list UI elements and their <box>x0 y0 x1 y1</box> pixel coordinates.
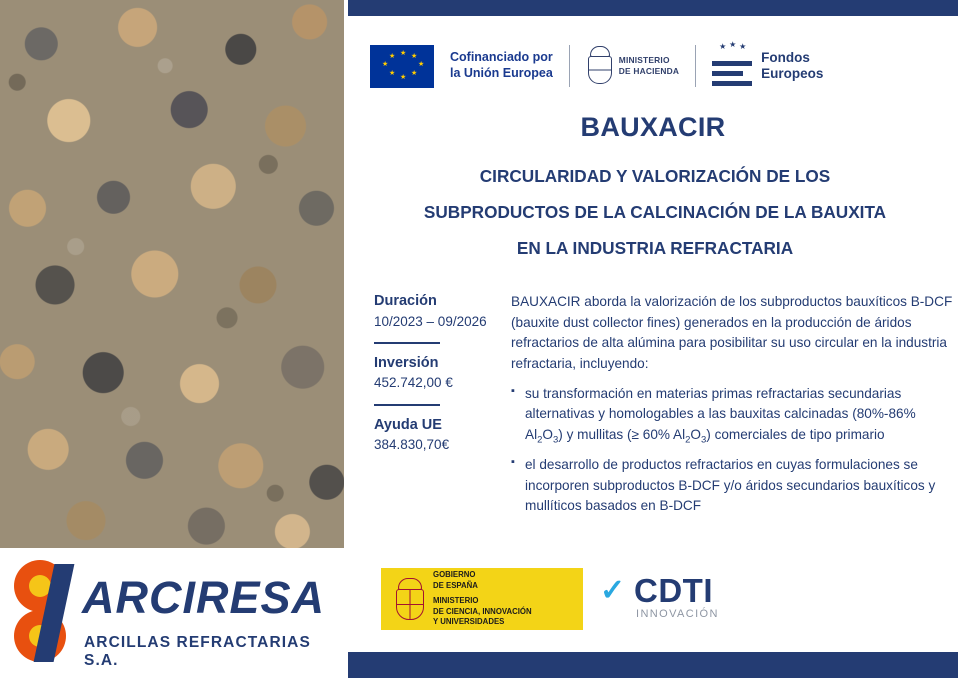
logo-divider-1 <box>569 45 570 87</box>
project-description <box>511 292 953 524</box>
description-intro: BAUXACIR aborda la valorización de los subproductos bauxíticos B-DCF (bauxite dust collector fines) generados en la producción de áridos refractarios de alta alúmina para posibilitar su uso circular en la industria refractaria, incluyendo: <box>511 294 953 371</box>
arciresa-name: ARCIRESA <box>82 572 326 623</box>
gobierno-line5: Y UNIVERSIDADES <box>433 617 505 627</box>
eu-funding-line2: la Unión Europea <box>450 66 553 80</box>
bullet1-part-d: O <box>690 426 701 442</box>
bullet1-part-e: ) comerciales de tipo primario <box>706 426 885 442</box>
fact-divider-2 <box>374 404 440 406</box>
fact-label-inversion: Inversión <box>374 354 439 371</box>
gobierno-ministerio-ciencia-logo <box>381 568 583 630</box>
fact-label-ayuda-ue: Ayuda UE <box>374 416 442 433</box>
bullet1-sub-2: 3 <box>552 434 559 446</box>
fondos-stars-icon: ★ ★ ★ <box>719 40 747 51</box>
project-facts <box>374 292 494 455</box>
fact-value-inversion: 452.742,00 € <box>374 375 453 391</box>
fondos-europeos-logo <box>712 42 823 90</box>
bullet1-sub-1: 2 <box>537 434 543 446</box>
bullet1-sub-3: 2 <box>685 434 691 446</box>
gobierno-label <box>433 570 532 628</box>
list-item: ▪ el desarrollo de productos refractarios en cuyas formulaciones se incorporen subproductos B-DCF y/o áridos secundarios bauxíticos y mullíticos basados en B-DCF <box>511 455 953 517</box>
bullet1-part-c: ) y mullitas (≥ 60% Al <box>558 426 686 442</box>
cdti-check-icon: ✓ <box>600 574 626 607</box>
bullet1-sub-4: 3 <box>700 434 707 446</box>
eu-funding-label <box>450 50 553 81</box>
cdti-name: CDTI <box>634 572 713 609</box>
cdti-logo <box>600 572 730 628</box>
arciresa-tagline: ARCILLAS REFRACTARIAS S.A. <box>84 634 311 669</box>
gravel-grain-overlay <box>0 0 344 548</box>
page-subtitle <box>358 158 952 266</box>
ministerio-line2: DE HACIENDA <box>618 66 680 76</box>
bullet1-part-a: su transformación en materias primas refractarias secundarias alternativas y homologables a las bauxitas calcinadas (80%-86% Al <box>525 385 916 442</box>
funding-logo-strip <box>370 38 940 94</box>
fact-label-duracion: Duración <box>374 293 437 309</box>
fact-value-duracion: 10/2023 – 09/2026 <box>374 313 487 329</box>
eu-funding-line1: Cofinanciado por <box>450 50 553 65</box>
spain-crest-icon <box>586 46 612 86</box>
ministerio-line1: MINISTERIO <box>618 55 670 66</box>
page-title: BAUXACIR <box>580 112 726 142</box>
subtitle-line-2: SUBPRODUCTOS DE LA CALCINACIÓN DE LA BAUXITA <box>423 202 887 223</box>
fondos-line1: Fondos <box>761 49 810 65</box>
subtitle-line-1: CIRCULARIDAD Y VALORIZACIÓN DE LOS <box>479 166 831 186</box>
fact-divider-1 <box>374 342 440 344</box>
bullet1-part-b: O <box>542 426 553 442</box>
eu-flag-icon: ★ ★ ★ ★ ★ ★ ★ ★ <box>370 45 434 88</box>
bauxite-gravel-photo <box>0 0 344 548</box>
ministerio-hacienda-logo <box>586 46 679 86</box>
subtitle-line-3: EN LA INDUSTRIA REFRACTARIA <box>516 238 794 259</box>
fact-value-ayuda-ue: 384.830,70€ <box>374 437 450 453</box>
fondos-bars-icon <box>712 56 752 90</box>
arciresa-logo-icon <box>12 560 78 664</box>
arciresa-logo <box>0 548 344 678</box>
description-bullet-list <box>511 384 953 517</box>
gobierno-line4: DE CIENCIA, INNOVACIÓN <box>433 606 532 616</box>
bottom-navy-bar <box>348 652 958 678</box>
cdti-tagline: INNOVACIÓN <box>636 608 719 620</box>
gobierno-line2: DE ESPAÑA <box>433 580 478 590</box>
gobierno-line1: GOBIERNO <box>433 570 476 580</box>
fondos-europeos-label <box>761 50 823 82</box>
list-item <box>511 384 953 448</box>
logo-divider-2 <box>695 45 696 87</box>
top-navy-bar <box>348 0 958 16</box>
spain-crest-icon <box>393 577 425 621</box>
fondos-line2: Europeos <box>761 66 824 81</box>
ministerio-hacienda-label <box>619 55 679 77</box>
gobierno-line3: MINISTERIO <box>433 596 479 606</box>
